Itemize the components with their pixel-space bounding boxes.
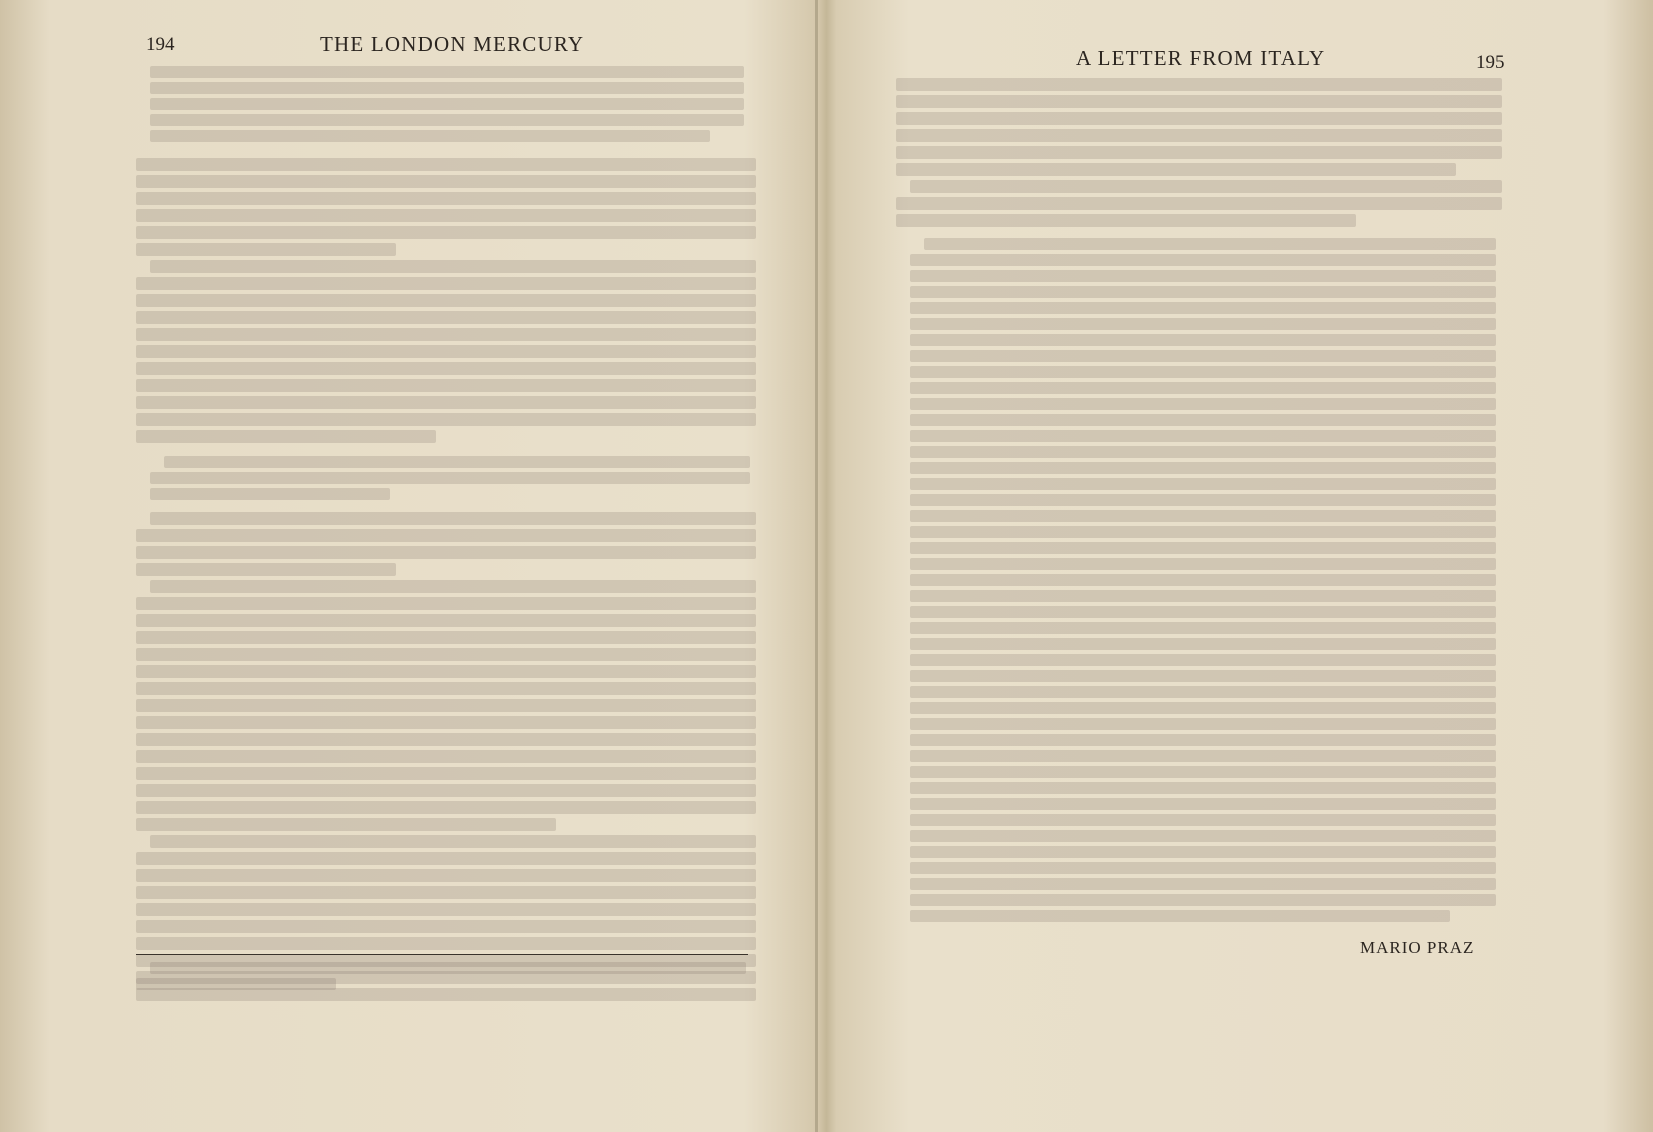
running-head: A LETTER FROM ITALY: [1076, 46, 1326, 70]
page-number: 194: [146, 34, 175, 55]
right-page: [818, 0, 1653, 1132]
left-page: [0, 0, 815, 1132]
footnote-rule: [136, 954, 748, 955]
author-signature: MARIO PRAZ: [1360, 938, 1475, 957]
running-head: THE LONDON MERCURY: [320, 32, 585, 56]
page-number: 195: [1476, 52, 1505, 73]
